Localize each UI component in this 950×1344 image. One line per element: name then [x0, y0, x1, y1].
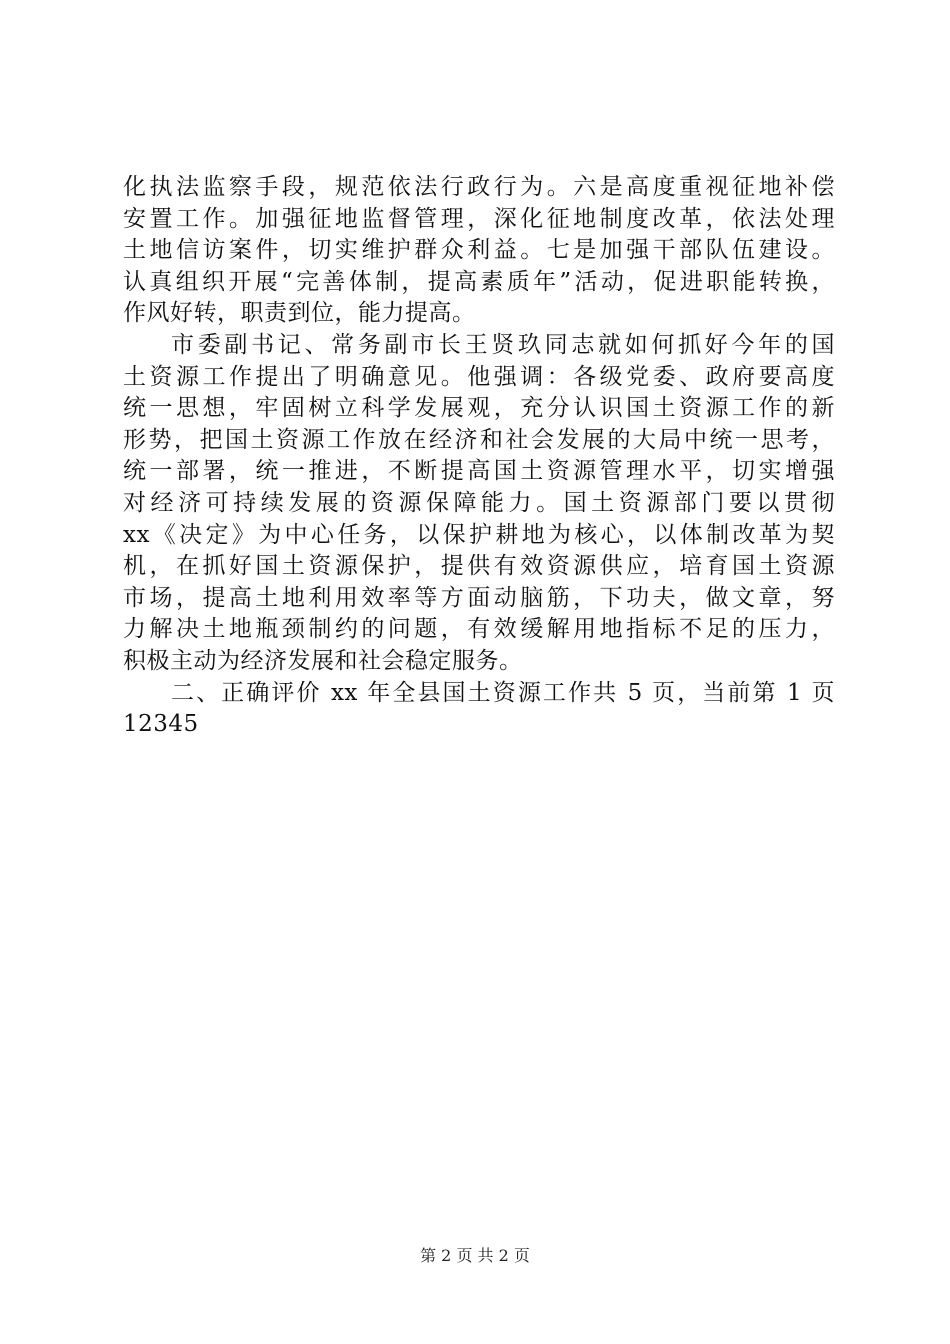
text-line: 12345: [123, 711, 199, 738]
page-number-label: 第 2 页 共 2 页: [420, 1246, 530, 1265]
text-line: 统一部署，统一推进，不断提高国土资源管理水平，切实增强: [123, 458, 835, 485]
text-line: xx《决定》为中心任务，以保护耕地为核心，以体制改革为契: [123, 521, 835, 548]
text-line: 作风好转，职责到位，能力提高。: [123, 300, 476, 327]
text-line: 土资源工作提出了明确意见。他强调：各级党委、政府要高度: [123, 363, 835, 390]
text-line: 积极主动为经济发展和社会稳定服务。: [123, 647, 523, 674]
text-line: 二、正确评价 xx 年全县国土资源工作共 5 页，当前第 1 页: [171, 679, 835, 706]
text-line: 土地信访案件，切实维护群众利益。七是加强干部队伍建设。: [123, 237, 835, 264]
body-text: [123, 172, 835, 741]
text-line: 市场，提高土地利用效率等方面动脑筋，下功夫，做文章，努: [123, 584, 835, 611]
text-line: 市委副书记、常务副市长王贤玖同志就如何抓好今年的国: [171, 331, 835, 358]
text-line: 力解决土地瓶颈制约的问题，有效缓解用地指标不足的压力，: [123, 616, 835, 643]
text-line: 统一思想，牢固树立科学发展观，充分认识国土资源工作的新: [123, 395, 835, 422]
text-line: 对经济可持续发展的资源保障能力。国土资源部门要以贯彻: [123, 489, 835, 516]
page-footer: [0, 1243, 950, 1266]
text-line: 形势，把国土资源工作放在经济和社会发展的大局中统一思考，: [123, 426, 835, 453]
text-line: 化执法监察手段，规范依法行政行为。六是高度重视征地补偿: [123, 174, 835, 200]
text-line: 机，在抓好国土资源保护，提供有效资源供应，培育国土资源: [123, 553, 835, 580]
text-line: 认真组织开展“完善体制，提高素质年”活动，促进职能转换，: [123, 268, 835, 295]
text-line: 安置工作。加强征地监督管理，深化征地制度改革，依法处理: [123, 205, 835, 232]
